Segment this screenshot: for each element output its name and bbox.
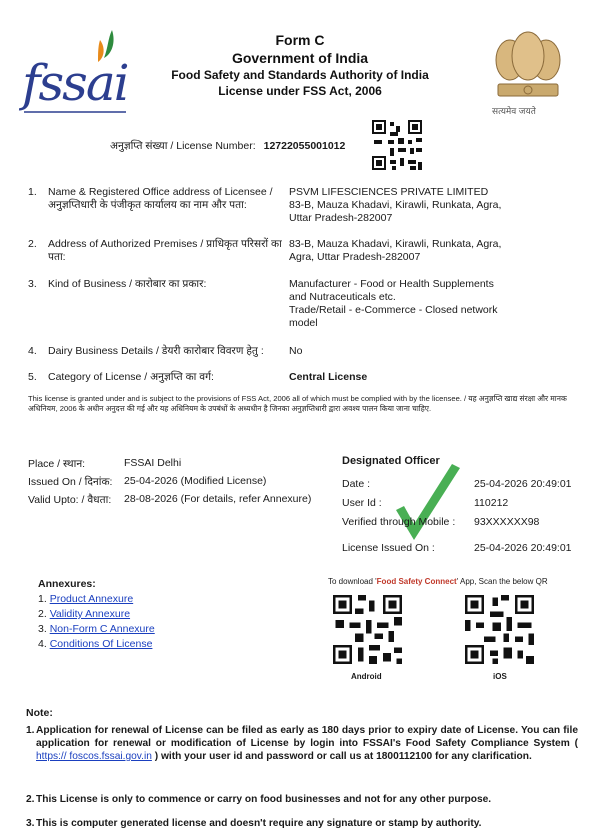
license-issued-label: License Issued On : <box>342 542 435 554</box>
item-value-business-kind <box>289 278 579 330</box>
note-number: 3. <box>26 818 35 829</box>
item-value-premises <box>289 238 579 264</box>
foscos-link[interactable]: https:// foscos.fssai.gov.in <box>36 751 152 762</box>
license-number: 12722055001012 <box>263 140 346 152</box>
value-line: Uttar Pradesh-282007 <box>289 212 393 224</box>
annexure-number: 2. <box>38 608 47 620</box>
form-title: Form C <box>275 32 325 48</box>
android-caption: Android <box>351 672 382 681</box>
item-label-dairy: Dairy Business Details / डेयरी कारोबार विवरण हेतु : <box>48 345 264 357</box>
download-suffix: ' App, Scan the below QR <box>456 577 548 586</box>
license-disclaimer: This license is granted under and is subject to the provisions of FSS Act, 2006 all of which must be complied with by the licensee. / यह अनुज्ञप्ति खाद्य संरक्षा और मानक अधिनियम, 2006 के अधीन अनुदत्त की गई और यह अधिनियम के उपबंधों के अध्यधीन है जिनका अनुज्ञप्तिधारी द्वारा अवश्य पालन किया जाना चाहिए. <box>28 394 567 413</box>
place-value: FSSAI Delhi <box>124 457 182 469</box>
item-value-name-address <box>289 186 579 225</box>
note-text: This License is only to commence or carry on food businesses and not for any other purpose. <box>36 794 492 805</box>
item-value-dairy <box>289 345 579 358</box>
national-emblem <box>480 26 576 118</box>
place-label: Place / स्थान: <box>28 458 86 470</box>
officer-mobile-value: 93XXXXXX98 <box>474 516 540 528</box>
value-line: PSVM LIFESCIENCES PRIVATE LIMITED <box>289 186 489 198</box>
item-number: 1. <box>28 186 37 198</box>
valid-row <box>28 493 312 507</box>
officer-mobile-label: Verified through Mobile : <box>342 516 456 528</box>
annexure-item <box>38 623 155 635</box>
valid-value: 28-08-2026 (For details, refer Annexure) <box>124 493 312 505</box>
document-header <box>140 31 460 99</box>
authority-title: Food Safety and Standards Authority of India <box>171 68 429 82</box>
value-line: Trade/Retail - e-Commerce - Closed network <box>289 304 498 316</box>
note-text: This is computer generated license and doesn't require any signature or stamp by authority. <box>36 818 482 829</box>
note-title: Note: <box>26 707 53 719</box>
annexure-item <box>38 608 130 620</box>
note-item-renewal <box>26 724 578 763</box>
item-number: 3. <box>28 278 37 290</box>
designated-officer-title: Designated Officer <box>342 455 440 467</box>
officer-date-label: Date : <box>342 478 371 490</box>
item-label-category: Category of License / अनुज्ञप्ति का वर्ग: <box>48 371 214 383</box>
note-number: 2. <box>26 794 35 805</box>
officer-userid-label: User Id : <box>342 497 382 509</box>
officer-userid-value: 110212 <box>474 497 509 509</box>
license-number-row <box>110 139 345 153</box>
note-text-part: ) with your user id and password or call us at 1800112100 for any clarification. <box>154 751 532 762</box>
annexure-item <box>38 638 152 650</box>
item-label-name-address: Name & Registered Office address of Licensee / अनुज्ञप्तिधारी के पंजीकृत कार्यालय का नाम और पता: <box>48 186 273 211</box>
item-number: 4. <box>28 345 37 357</box>
validity-annexure-link[interactable]: Validity Annexure <box>49 608 131 620</box>
logo-text: fssai <box>22 54 128 112</box>
note-text <box>36 724 578 763</box>
emblem-caption: सत्यमेव जयते <box>492 106 536 116</box>
app-name: Food Safety Connect <box>376 577 457 586</box>
annexure-number: 1. <box>38 593 47 605</box>
issued-row <box>28 475 267 489</box>
note-number: 1. <box>26 725 35 736</box>
download-prefix: To download ' <box>328 577 377 586</box>
valid-label: Valid Upto: / वैधता: <box>28 494 112 506</box>
value-line: Agra, Uttar Pradesh-282007 <box>289 251 421 263</box>
officer-date-value: 25-04-2026 20:49:01 <box>474 478 572 490</box>
annexures-title: Annexures: <box>38 578 96 590</box>
value-line: Central License <box>289 371 368 383</box>
license-number-label: अनुज्ञप्ति संख्या / License Number: <box>110 140 256 152</box>
conditions-of-license-link[interactable]: Conditions Of License <box>49 638 153 650</box>
item-number: 2. <box>28 238 37 250</box>
item-value-category <box>289 371 579 384</box>
product-annexure-link[interactable]: Product Annexure <box>49 593 134 605</box>
annexure-number: 3. <box>38 623 47 635</box>
place-row <box>28 457 182 471</box>
item-label-business-kind: Kind of Business / कारोबार का प्रकार: <box>48 278 207 290</box>
annexure-item <box>38 593 133 605</box>
note-item-purpose <box>26 793 578 806</box>
act-title: License under FSS Act, 2006 <box>218 84 382 98</box>
issued-label: Issued On / दिनांक: <box>28 476 113 488</box>
license-qr-code <box>370 118 424 172</box>
value-line: 83-B, Mauza Khadavi, Kirawli, Runkata, Agra, <box>289 238 502 250</box>
app-download-note <box>328 577 548 586</box>
government-title: Government of India <box>231 50 369 66</box>
note-item-computer-generated <box>26 817 578 830</box>
value-line: Manufacturer - Food or Health Supplements <box>289 278 494 290</box>
android-qr-code[interactable] <box>330 592 405 667</box>
value-line: No <box>289 345 303 357</box>
non-form-c-annexure-link[interactable]: Non-Form C Annexure <box>49 623 155 635</box>
ios-caption: iOS <box>493 672 507 681</box>
fssai-logo <box>20 22 132 118</box>
issued-value: 25-04-2026 (Modified License) <box>124 475 267 487</box>
note-text-part: Application for renewal of License can be filed as early as 180 days prior to expiry date of License. You can file application for renewal or modification of License by login into FSSAI's Food Safety Compliance System ( <box>36 725 578 749</box>
value-line: 83-B, Mauza Khadavi, Kirawli, Runkata, Agra, <box>289 199 502 211</box>
value-line: and Nutraceuticals etc. <box>289 291 396 303</box>
ios-qr-code[interactable] <box>462 592 537 667</box>
annexure-number: 4. <box>38 638 47 650</box>
verified-check-icon <box>392 462 464 546</box>
item-number: 5. <box>28 371 37 383</box>
value-line: model <box>289 317 318 329</box>
license-issued-value: 25-04-2026 20:49:01 <box>474 542 572 554</box>
item-label-premises: Address of Authorized Premises / प्राधिकृत परिसरों का पता: <box>48 238 282 263</box>
